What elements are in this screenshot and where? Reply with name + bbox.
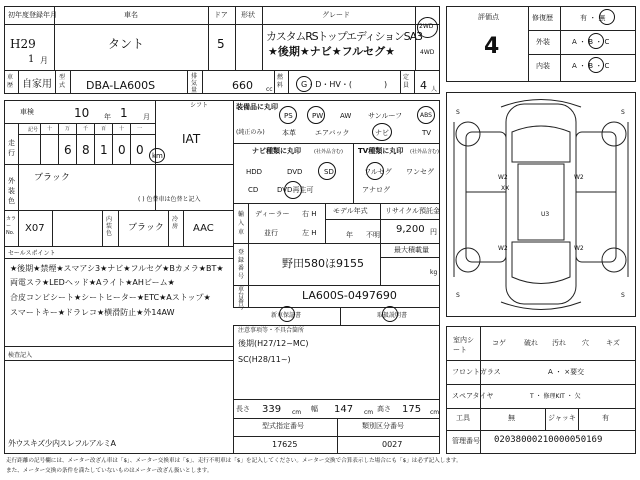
mileage-km-circle [149, 148, 165, 163]
chassis-label: 車台番号 [238, 286, 245, 311]
car-damage-diagram [446, 92, 636, 317]
diag-tag-w2-1: W2 [498, 174, 508, 181]
grade-line-1: カスタムRSトップエディションSA3 [266, 30, 422, 43]
seat-item-tear: 破れ [524, 339, 538, 347]
fuel-g-circle [296, 76, 312, 92]
inspection-month: 1 [120, 106, 128, 120]
drive-2wd-circle [417, 17, 438, 38]
model-year-label: モデル年式 [333, 207, 368, 215]
diag-tag-w2-3: W2 [498, 245, 508, 252]
repair-value: 有 ・ 無 [580, 14, 606, 22]
width-label: 幅 [311, 405, 318, 413]
reg-era-year: H29 [10, 37, 36, 51]
new-car-warranty-circle [279, 306, 295, 322]
equip-abs: ABS [420, 112, 432, 119]
mileage-digit-3: 1 [100, 143, 108, 157]
color-note: ( ) 色替車は色替と記入 [138, 196, 201, 203]
drive-4wd: 4WD [420, 49, 435, 56]
navi-sd-circle [318, 162, 336, 180]
height-value: 175 [402, 404, 422, 415]
recycle-unit: 円 [430, 228, 437, 236]
ac-value: AAC [193, 223, 214, 234]
plate-label: 車歴 [7, 74, 14, 89]
capacity-unit: kg [430, 269, 438, 276]
equip-sunroof: サンルーフ [368, 112, 403, 120]
equip-ps-circle [279, 106, 297, 124]
reg-date-label: 初年度登録年月 [8, 11, 57, 19]
class-label: 類別区分番号 [362, 422, 404, 430]
registration-label: 登録番号 [238, 249, 245, 280]
color-code-value: X07 [25, 223, 45, 234]
selling-line-1: ★後期★禁煙★スマアシ3★ナビ★フルセグ★Bカメラ★BT★ [10, 264, 224, 273]
exterior-label: 外装 [536, 38, 550, 46]
seats-label: 定員 [403, 74, 410, 89]
diag-tag-w2-2: W2 [574, 174, 584, 181]
inspection-year: 10 [74, 106, 90, 120]
inspector-note: 外ウスキズ少内スレフルアルミA [8, 439, 116, 448]
interior-grades: A ・ B ・ C [572, 62, 610, 70]
admin-number: 02038000210000050169 [494, 435, 603, 445]
mileage-unit-km: km [152, 152, 163, 160]
equipment-sub: (純正のみ) [236, 129, 265, 136]
score-label: 評価点 [478, 13, 499, 21]
windshield-value: A ・ ×要交 [548, 368, 585, 376]
designation-value: 17625 [272, 440, 298, 449]
width-unit: cm [364, 409, 374, 416]
model-label: 型式 [59, 74, 66, 89]
diag-tag-s-tl: S [456, 109, 460, 116]
length-label: 長さ [236, 405, 250, 413]
equip-airbag: エアバック [315, 129, 350, 137]
equip-ps: PS [284, 112, 293, 120]
jack-value: 有 [602, 414, 609, 422]
inspection-year-unit: 年 [104, 113, 111, 121]
color-value: ブラック [34, 173, 70, 183]
car-name-value: タント [108, 37, 145, 51]
tv-analog: アナログ [362, 186, 390, 194]
navi-cd: CD [248, 186, 259, 194]
color-label: 外装色 [8, 177, 15, 205]
interior-label: 内装 [536, 62, 550, 70]
tools-value: 無 [508, 414, 515, 422]
plate-value: 自家用 [22, 79, 52, 90]
navi-type-label: ナビ種類に丸印 [252, 147, 301, 155]
windshield-label: フロントガラス [452, 368, 501, 376]
equip-navi-circle [372, 123, 392, 141]
exterior-grades: A ・ B ・ C [572, 38, 610, 46]
class-value: 0027 [382, 440, 403, 449]
equip-pw-circle [307, 106, 325, 124]
tv-oneseg: ワンセグ [406, 168, 434, 176]
new-car-warranty: 新車保証書 [271, 312, 302, 319]
diag-tag-s-br: S [621, 292, 625, 299]
equip-abs-circle [417, 106, 435, 124]
disp-label: 排気量 [191, 73, 198, 94]
reg-month: 1 [28, 54, 35, 65]
selling-line-2: 両電スラ★LEDヘッド★Aライト★AHビーム★ [10, 278, 175, 287]
spare-value: T ・ 修理KIT ・ 欠 [530, 393, 581, 400]
seats-unit: 人 [431, 86, 438, 93]
grade-line-2: ★後期★ナビ★フルセグ★ [268, 45, 396, 58]
inspector-label: 検査記入 [8, 352, 33, 359]
navi-hdd: HDD [246, 168, 263, 176]
color-code-label: カラーNo. [6, 216, 17, 236]
model-year-unknown: 不明 [366, 231, 380, 239]
tv-type-sub: (社外品含む) [410, 149, 439, 155]
tv-fullseg: フルセグ [364, 168, 392, 176]
designation-label: 型式指定番号 [262, 422, 304, 430]
selling-line-3: 合皮コンビシート★シートヒーター★ETC★Aストップ★ [10, 293, 211, 302]
fuel-label: 燃料 [277, 74, 284, 89]
interior-color-value: ブラック [128, 223, 164, 233]
interior-b-circle [588, 57, 604, 73]
chassis-value: LA600S-0497690 [302, 289, 397, 302]
notes-line-1: 後期(H27/12~MC) [238, 339, 309, 348]
car-name-label: 車名 [124, 11, 138, 19]
diag-tag-u3: U3 [541, 211, 550, 218]
recycle-label: リサイクル預託金 [385, 207, 441, 215]
selling-line-4: スマートキー★ドラレコ★横滑防止★外14AW [10, 308, 175, 317]
manual-booklet-circle [382, 306, 398, 322]
inspection-label: 車検 [20, 108, 34, 116]
jack-label: ジャッキ [548, 414, 576, 422]
exterior-b-circle [588, 33, 604, 49]
seat-label: 室内シート [453, 336, 474, 354]
seat-item-hole: 穴 [582, 339, 589, 347]
width-value: 147 [334, 404, 354, 415]
shift-label: シフト [190, 102, 209, 109]
drive-2wd: 2WD [419, 23, 434, 30]
import-label: 輸入車 [238, 211, 245, 236]
diag-tag-w2-4: W2 [574, 245, 584, 252]
equip-pw: PW [312, 112, 324, 120]
ac-label: 冷房 [172, 216, 179, 230]
mileage-digit-4: 0 [118, 143, 126, 157]
grade-label: グレード [322, 11, 350, 19]
registration-value: 野田580ほ9155 [282, 257, 364, 270]
equip-tv: TV [422, 129, 432, 137]
length-value: 339 [262, 404, 282, 415]
seat-item-scratch: キズ [606, 339, 620, 347]
seat-item-dirt: 汚れ [552, 339, 566, 347]
model-value: DBA-LA600S [86, 79, 156, 92]
mileage-digit-1: 6 [64, 143, 72, 157]
import-left-h: 左 H [302, 229, 317, 237]
equipment-label: 装備品に丸印 [236, 103, 278, 111]
mileage-unit-2: 万 [65, 126, 71, 132]
score-value: 4 [484, 34, 500, 59]
diag-tag-s-tr: S [621, 109, 625, 116]
navi-type-sub: (社外品含む) [314, 149, 343, 155]
model-year-unit: 年 [346, 231, 353, 239]
repair-none-circle [599, 9, 615, 25]
navi-sd: SD [324, 168, 334, 176]
mileage-unit-3: 千 [83, 126, 89, 132]
diag-tag-xx: XX [501, 185, 510, 192]
length-unit: cm [292, 409, 302, 416]
navi-dvd: DVD [287, 168, 303, 176]
diag-tag-s-bl: S [456, 292, 460, 299]
recycle-value: 9,200 [396, 224, 425, 235]
mileage-digit-2: 8 [82, 143, 90, 157]
mileage-digit-5: 0 [136, 143, 144, 157]
shape-label: 形状 [241, 11, 255, 19]
equip-leather: 本革 [282, 129, 296, 137]
reg-month-unit: 月 [40, 56, 48, 65]
navi-dvd-play: DVD再生可 [277, 186, 314, 194]
import-right-h: 右 H [302, 210, 317, 218]
height-label: 高さ [377, 405, 391, 413]
tv-fullseg-circle [366, 162, 384, 180]
tv-type-label: TV種類に丸印 [358, 147, 404, 155]
mileage-unit-1: 十 [47, 126, 53, 132]
spare-label: スペアタイヤ [452, 392, 494, 400]
fuel-value: G・D・HV・( ) [301, 80, 388, 89]
height-unit: cm [430, 409, 440, 416]
tools-label: 工具 [456, 414, 470, 422]
mileage-label: 走行 [8, 139, 15, 157]
caution-label: 注意事項等・不具合箇所 [238, 327, 305, 334]
mileage-unit-4: 百 [101, 126, 107, 132]
seats-value: 4 [420, 79, 427, 92]
footer-note-2: また、メーター交換の条件を満たしていないものはメーター改ざん扱いとします。 [6, 468, 213, 474]
manual-booklet: 取扱説明書 [377, 312, 408, 319]
navi-dvd-play-circle [284, 181, 302, 199]
seat-item-burn: コゲ [492, 339, 506, 347]
repair-label: 修復歴 [532, 14, 553, 22]
shift-value: IAT [182, 132, 201, 146]
mileage-unit-6: 一 [137, 126, 143, 132]
mileage-digits-label: 記号 [28, 127, 39, 133]
equip-aw: AW [340, 112, 352, 120]
admin-label: 管理番号 [452, 437, 480, 445]
disp-value: 660 [232, 79, 253, 92]
mileage-unit-5: 十 [119, 126, 125, 132]
import-parallel: 並行 [264, 229, 278, 237]
inspection-month-unit: 月 [143, 113, 150, 121]
door-label: ドア [214, 11, 228, 19]
interior-color-label: 内装色 [106, 216, 113, 237]
capacity-label: 最大積載量 [394, 246, 429, 254]
footer-note-1: 走行距離の記号欄には、メーター改ざん車は「$」、メーター交換車は「$」、走行不明車は「$」を記入してください。メーター交換で合算表示した場合にも「$」は必ず記入します。 [6, 458, 462, 464]
equip-navi: ナビ [375, 129, 389, 137]
import-dealer: ディーラー [255, 210, 290, 218]
notes-line-2: SC(H28/11~) [238, 355, 291, 364]
disp-unit: cc [266, 86, 273, 93]
door-value: 5 [217, 37, 225, 51]
selling-points-label: セールスポイント [8, 250, 56, 257]
